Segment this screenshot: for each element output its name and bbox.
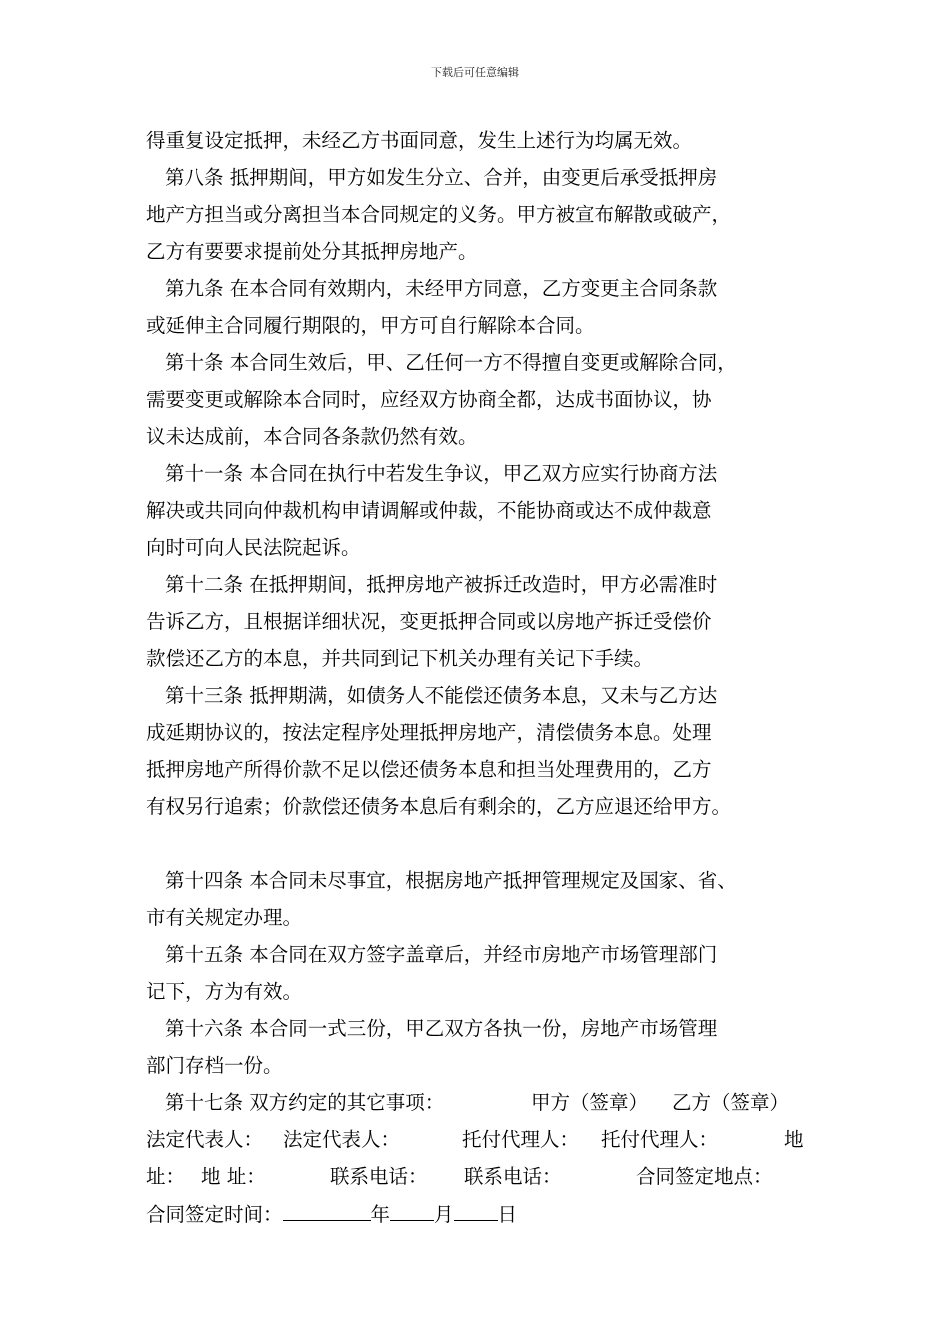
text-line: 乙方有要要求提前处分其抵押房地产。 [146, 240, 478, 263]
article-11: 第十一条 本合同在执行中若发生争议，甲乙双方应实行协商方法 [165, 462, 718, 485]
text-line: 有权另行追索；价款偿还债务本息后有剩余的，乙方应退还给甲方。 [146, 795, 732, 818]
contract-body [146, 122, 808, 1232]
text-line: 需要变更或解除本合同时，应经双方协商全都，达成书面协议，协 [146, 388, 712, 411]
contract-time-label: 合同签定时间： [146, 1203, 283, 1226]
address-a-part1: 地 [784, 1128, 804, 1151]
address-b: 地 址： [201, 1165, 266, 1188]
text-line: 款偿还乙方的本息，并共同到记下机关办理有关记下手续。 [146, 647, 654, 670]
text-line: 告诉乙方，且根据详细状况，变更抵押合同或以房地产拆迁受偿价 [146, 610, 712, 633]
article-17: 第十七条 双方约定的其它事项： [165, 1091, 445, 1114]
text-line: 成延期协议的，按法定程序处理抵押房地产，清偿债务本息。处理 [146, 721, 712, 744]
page-header: 下载后可任意编辑 [431, 66, 519, 79]
article-13: 第十三条 抵押期满，如债务人不能偿还债务本息，又未与乙方达 [165, 684, 718, 707]
legal-rep-b: 法定代表人： [283, 1128, 401, 1151]
text-line: 市有关规定办理。 [146, 906, 303, 929]
agent-b: 托付代理人： [601, 1128, 719, 1151]
article-10: 第十条 本合同生效后，甲、乙任何一方不得擅自变更或解除合同， [165, 351, 737, 374]
month-blank [390, 1195, 434, 1221]
agent-a: 托付代理人： [462, 1128, 580, 1151]
address-a-part2: 址： [146, 1165, 186, 1188]
month-label: 月 [434, 1203, 454, 1226]
article-12: 第十二条 在抵押期间，抵押房地产被拆迁改造时，甲方必需准时 [165, 573, 718, 596]
article-15: 第十五条 本合同在双方签字盖章后，并经市房地产市场管理部门 [165, 943, 718, 966]
signature-row-1 [146, 1084, 808, 1121]
article-8: 第八条 抵押期间，甲方如发生分立、合并，由变更后承受抵押房 [165, 166, 718, 189]
party-b-sign: 乙方（签章） [672, 1091, 790, 1114]
day-label: 日 [497, 1203, 518, 1226]
day-blank [454, 1195, 498, 1221]
text-line: 解决或共同向仲裁机构申请调解或仲裁，不能协商或达不成仲裁意 [146, 499, 712, 522]
signature-row-2 [146, 1121, 808, 1158]
legal-rep-a: 法定代表人： [146, 1128, 264, 1151]
text-line: 向时可向人民法院起诉。 [146, 536, 361, 559]
text-line: 议未达成前，本合同各条款仍然有效。 [146, 425, 478, 448]
year-label: 年 [370, 1203, 391, 1226]
article-14: 第十四条 本合同未尽事宜，根据房地产抵押管理规定及国家、省、 [165, 869, 737, 892]
blank-line [146, 825, 808, 862]
text-line: 得重复设定抵押，未经乙方书面同意，发生上述行为均属无效。 [146, 129, 693, 152]
signature-row-3 [146, 1158, 808, 1195]
text-line: 地产方担当或分离担当本合同规定的义务。甲方被宣布解散或破产， [146, 203, 732, 226]
phone-a: 联系电话： [330, 1165, 428, 1188]
contract-place: 合同签定地点： [636, 1165, 773, 1188]
text-line: 记下，方为有效。 [146, 980, 303, 1003]
text-line: 部门存档一份。 [146, 1054, 283, 1077]
text-line: 抵押房地产所得价款不足以偿还债务本息和担当处理费用的，乙方 [146, 758, 712, 781]
text-line: 或延伸主合同履行期限的，甲方可自行解除本合同。 [146, 314, 595, 337]
phone-b: 联系电话： [464, 1165, 562, 1188]
signature-row-4 [146, 1195, 808, 1232]
party-a-sign: 甲方（签章） [531, 1091, 649, 1114]
article-16: 第十六条 本合同一式三份，甲乙双方各执一份，房地产市场管理 [165, 1017, 718, 1040]
article-9: 第九条 在本合同有效期内，未经甲方同意，乙方变更主合同条款 [165, 277, 718, 300]
year-blank [283, 1195, 371, 1221]
